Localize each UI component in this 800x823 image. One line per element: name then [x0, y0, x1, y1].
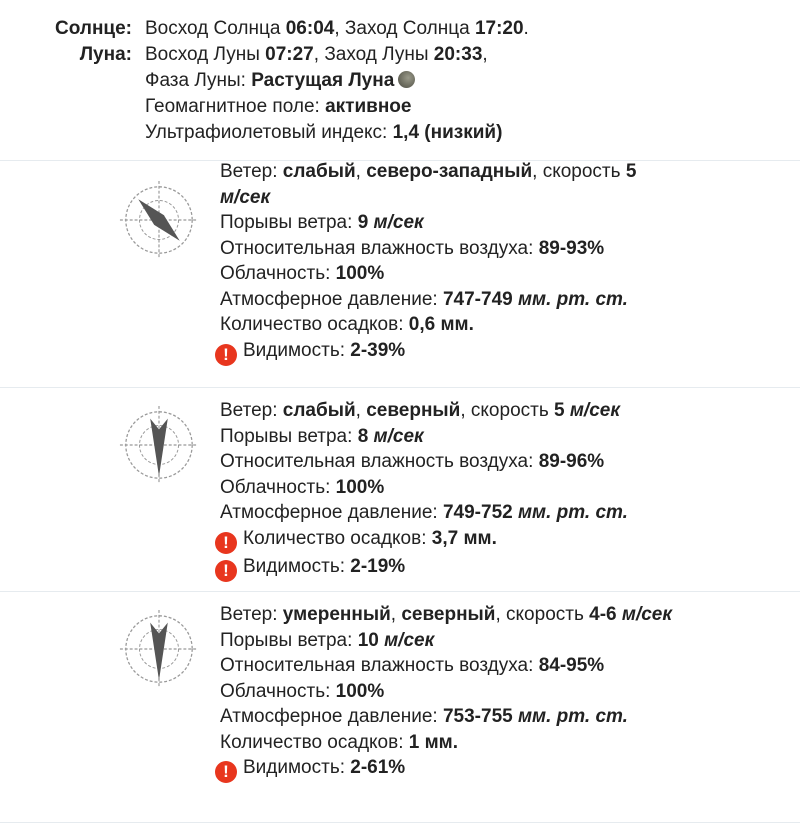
period-3-details — [220, 602, 720, 783]
cloud-line: Облачность: 100% — [220, 263, 385, 284]
geomagnetic-label: Геомагнитное поле: — [145, 96, 320, 117]
precip-line: Количество осадков: 1 мм. — [220, 731, 459, 753]
precip-line: Количество осадков: 0,6 мм. — [220, 314, 474, 335]
moonrise-label: Восход Луны — [145, 44, 260, 65]
sunrise-label: Восход Солнца — [145, 18, 281, 39]
moonrise-time: 07:27 — [265, 44, 314, 65]
warning-icon: ! — [215, 560, 237, 582]
forecast-period-2 — [0, 387, 800, 591]
sun-label: Солнце: — [55, 18, 132, 39]
wind-rose-north-icon — [118, 608, 200, 690]
warning-icon: ! — [215, 532, 237, 554]
warning-icon: ! — [215, 761, 237, 783]
humidity-line: Относительная влажность воздуха: 89-96% — [220, 451, 605, 472]
sunset-label: Заход Солнца — [344, 18, 470, 39]
visibility-line: ! Видимость: 2-61% — [215, 755, 720, 783]
moonset-label: Заход Луны — [324, 44, 429, 65]
moon-phase-label: Фаза Луны: — [145, 70, 246, 91]
wind-line: Ветер: умеренный, северный, скорость 4-6 м/сек — [220, 604, 672, 625]
visibility-line: ! Видимость: 2-19% — [215, 554, 720, 582]
humidity-line: Относительная влажность воздуха: 84-95% — [220, 655, 605, 676]
wind-line: Ветер: слабый, северо-западный, скорость 5 м/сек — [220, 161, 637, 208]
forecast-period-3 — [0, 591, 800, 823]
uv-value: 1,4 (низкий) — [392, 122, 503, 143]
precip-line: ! Количество осадков: 3,7 мм. — [215, 526, 720, 554]
moon-phase-icon — [398, 71, 415, 88]
moon-label: Луна: — [79, 44, 132, 65]
visibility-line: ! Видимость: 2-39% — [215, 338, 720, 366]
geomagnetic-value: активное — [325, 96, 412, 117]
period-1-details — [220, 159, 720, 366]
pressure-line: Атмосферное давление: 753-755 мм. рт. ст. — [220, 706, 628, 727]
humidity-line: Относительная влажность воздуха: 89-93% — [220, 237, 605, 259]
forecast-period-1 — [0, 160, 800, 387]
pressure-line: Атмосферное давление: 747-749 мм. рт. ст. — [220, 288, 628, 310]
pressure-line: Атмосферное давление: 749-752 мм. рт. ст. — [220, 502, 628, 523]
gusts-line: Порывы ветра: 9 м/сек — [220, 212, 424, 233]
wind-line: Ветер: слабый, северный, скорость 5 м/сек — [220, 400, 620, 421]
wind-rose-north-icon — [118, 404, 200, 486]
cloud-line: Облачность: 100% — [220, 476, 385, 498]
period-2-details — [220, 398, 720, 582]
sunset-time: 17:20 — [474, 18, 524, 39]
uv-label: Ультрафиолетовый индекс: — [145, 122, 388, 143]
astro-info: Солнце: Восход Солнца 06:04, Заход Солнца 17:20. Луна: Восход Луны 07:27, Заход Луны 20:33, Фаза Луны: Растущая Луна Геомагнитное поле: активное Ультрафиолетовый индекс: 1,4 (низкий) — [0, 0, 800, 160]
cloud-line: Облачность: 100% — [220, 680, 385, 702]
wind-rose-northwest-icon — [118, 179, 200, 261]
sunrise-time: 06:04 — [285, 18, 335, 39]
warning-icon: ! — [215, 344, 237, 366]
gusts-line: Порывы ветра: 8 м/сек — [220, 425, 424, 447]
moonset-time: 20:33 — [433, 44, 483, 65]
moon-phase-value: Растущая Луна — [251, 70, 395, 91]
gusts-line: Порывы ветра: 10 м/сек — [220, 629, 435, 651]
